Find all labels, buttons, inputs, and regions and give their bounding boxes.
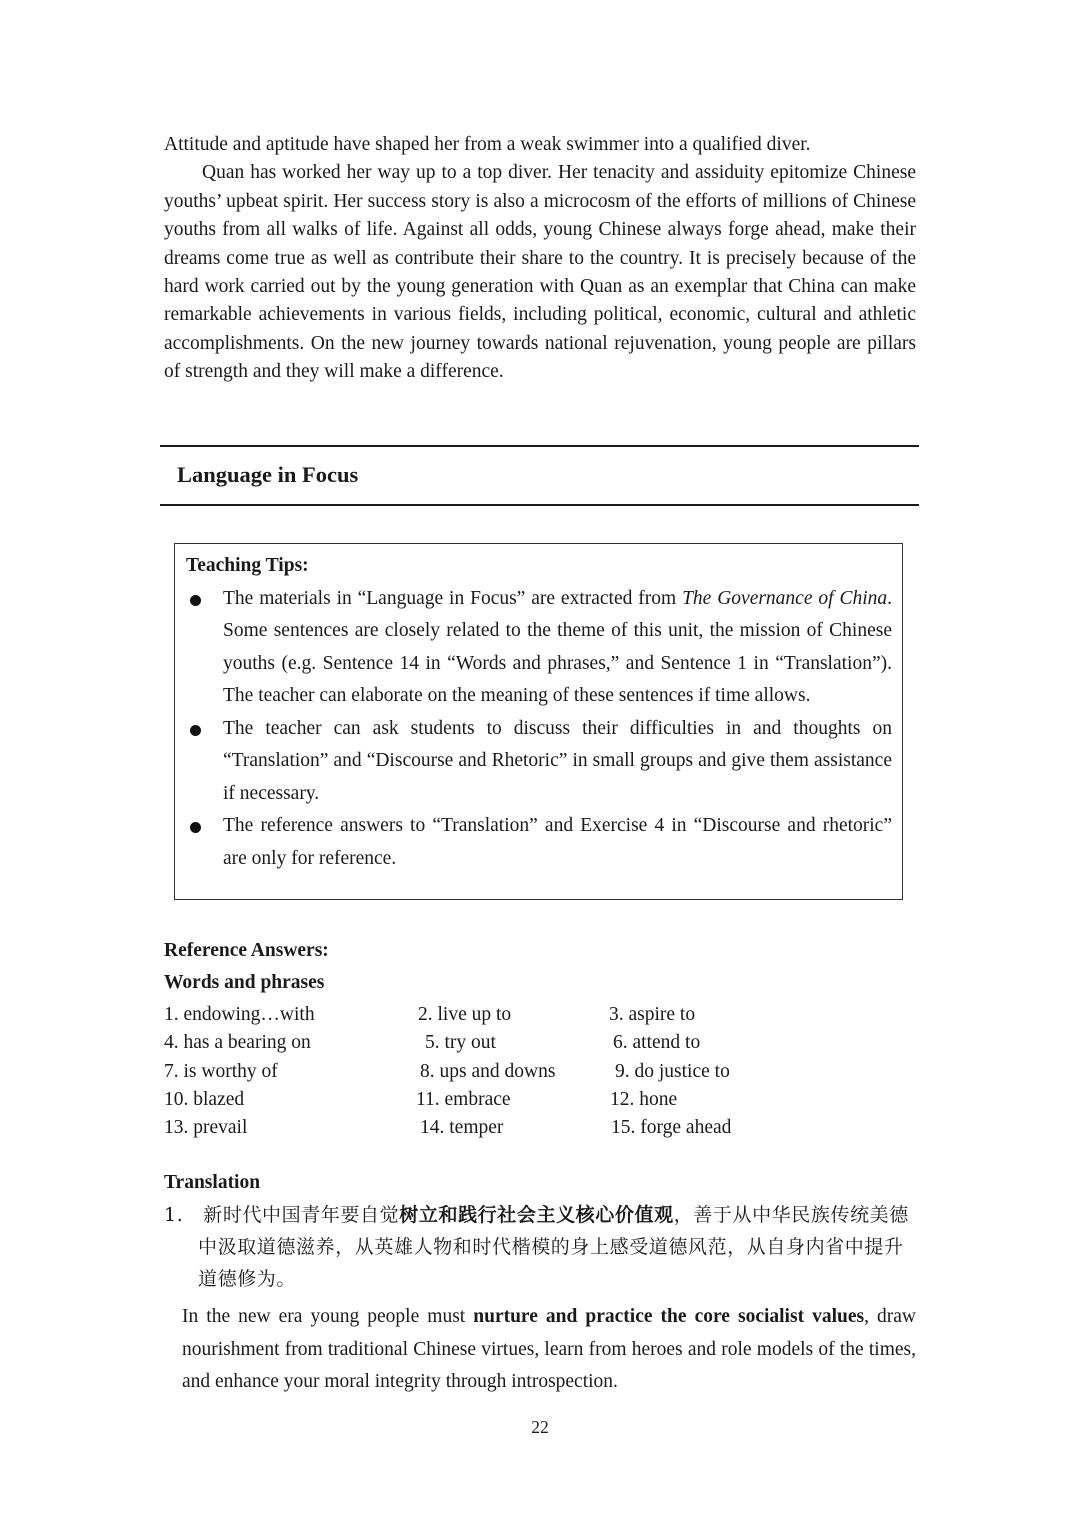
- translation-chinese: [164, 1199, 916, 1295]
- translation-number: 1.: [164, 1204, 184, 1226]
- reference-answers-title: Reference Answers:: [164, 940, 329, 961]
- teaching-tip-2: [186, 713, 892, 811]
- translation-item-1: [164, 1199, 916, 1399]
- en-text-a: In the new era young people must: [182, 1306, 474, 1327]
- word-answer: 6. attend to: [613, 1032, 701, 1054]
- word-answer: 2. live up to: [418, 1004, 512, 1025]
- words-and-phrases-title: Words and phrases: [164, 972, 325, 993]
- word-answer: 4. has a bearing on: [164, 1032, 311, 1054]
- cn-text-b: ，善于从中华民族传统美德中汲取道德滋养，从英雄人物和时代楷模的身上感受道德风范，从自身内省中提升道德修为。: [198, 1204, 909, 1290]
- tip-3-text: The reference answers to “Translation” and Exercise 4 in “Discourse and rhetoric” are only for reference.: [223, 815, 892, 869]
- tip-1-text-b: . Some sentences are closely related to the theme of this unit, the mission of Chinese youths (e.g. Sentence 14 in “Words and phrases,” and Sentence 1 in “Translation”). The teacher can elaborate on the meaning of these sentences if time allows.: [223, 587, 892, 706]
- word-answer: 7. is worthy of: [164, 1060, 278, 1082]
- section-title: Language in Focus: [177, 462, 359, 487]
- word-answer: 1. endowing…with: [164, 1004, 315, 1025]
- bullet-icon: [190, 822, 201, 833]
- teaching-tip-1: [186, 583, 892, 713]
- words-row: [164, 1114, 784, 1142]
- word-answer: 13. prevail: [164, 1117, 248, 1139]
- intro-paragraph-2: Quan has worked her way up to a top diver. Her tenacity and assiduity epitomize Chinese youths’ upbeat spirit. Her success story is also a microcosm of the efforts of millions of Chinese youths from all walks of life. Against all odds, young Chinese always forge ahead, make their dreams come true as well as contribute their share to the country. It is precisely because of the hard work carried out by the young generation with Quan as an exemplar that China can make remarkable achievements in various fields, including political, economic, cultural and athletic accomplishments. On the new journey towards national rejuvenation, young people are pillars of strength and they will make a difference.: [164, 162, 916, 383]
- word-answer: 8. ups and downs: [420, 1060, 556, 1082]
- teaching-tips-title: Teaching Tips:: [186, 555, 309, 576]
- words-row: [164, 1058, 784, 1086]
- translation-english: [182, 1301, 916, 1399]
- bullet-icon: [190, 725, 201, 736]
- intro-line-1: Attitude and aptitude have shaped her from a weak swimmer into a qualified diver.: [164, 134, 811, 155]
- words-row: [164, 1086, 784, 1114]
- page-number: 22: [531, 1417, 549, 1437]
- cn-bold-phrase: 树立和践行社会主义核心价值观: [399, 1204, 674, 1226]
- book-title: The Governance of China: [682, 587, 888, 609]
- word-answer: 12. hone: [610, 1088, 678, 1110]
- word-answer: 15. forge ahead: [611, 1117, 732, 1139]
- intro-text: [164, 131, 916, 387]
- tip-2-text: The teacher can ask students to discuss their difficulties in and thoughts on “Translation” and “Discourse and Rhetoric” in small groups and give them assistance if necessary.: [223, 717, 892, 804]
- word-answer: 5. try out: [425, 1032, 496, 1054]
- tip-1-text-a: The materials in “Language in Focus” are extracted from: [223, 587, 683, 609]
- words-row: [164, 1029, 784, 1057]
- words-row: [164, 1001, 784, 1029]
- teaching-tips-list: [186, 583, 892, 876]
- teaching-tips-box: [174, 543, 903, 900]
- bullet-icon: [190, 595, 201, 606]
- section-bottom-rule: [160, 504, 919, 506]
- section-top-rule: [160, 445, 919, 447]
- word-answer: 9. do justice to: [615, 1060, 730, 1082]
- words-answers-grid: [164, 1001, 784, 1142]
- word-answer: 11. embrace: [416, 1088, 511, 1110]
- word-answer: 14. temper: [420, 1117, 504, 1139]
- word-answer: 3. aspire to: [609, 1004, 696, 1025]
- cn-text-a: 新时代中国青年要自觉: [203, 1204, 400, 1226]
- en-text-b: , draw nourishment from traditional Chinese virtues, learn from heroes and role models of the times, and enhance your moral integrity through introspection.: [182, 1306, 916, 1392]
- translation-title: Translation: [164, 1172, 261, 1193]
- en-bold-phrase: nurture and practice the core socialist values: [473, 1306, 865, 1327]
- teaching-tip-3: [186, 810, 892, 875]
- word-answer: 10. blazed: [164, 1088, 245, 1110]
